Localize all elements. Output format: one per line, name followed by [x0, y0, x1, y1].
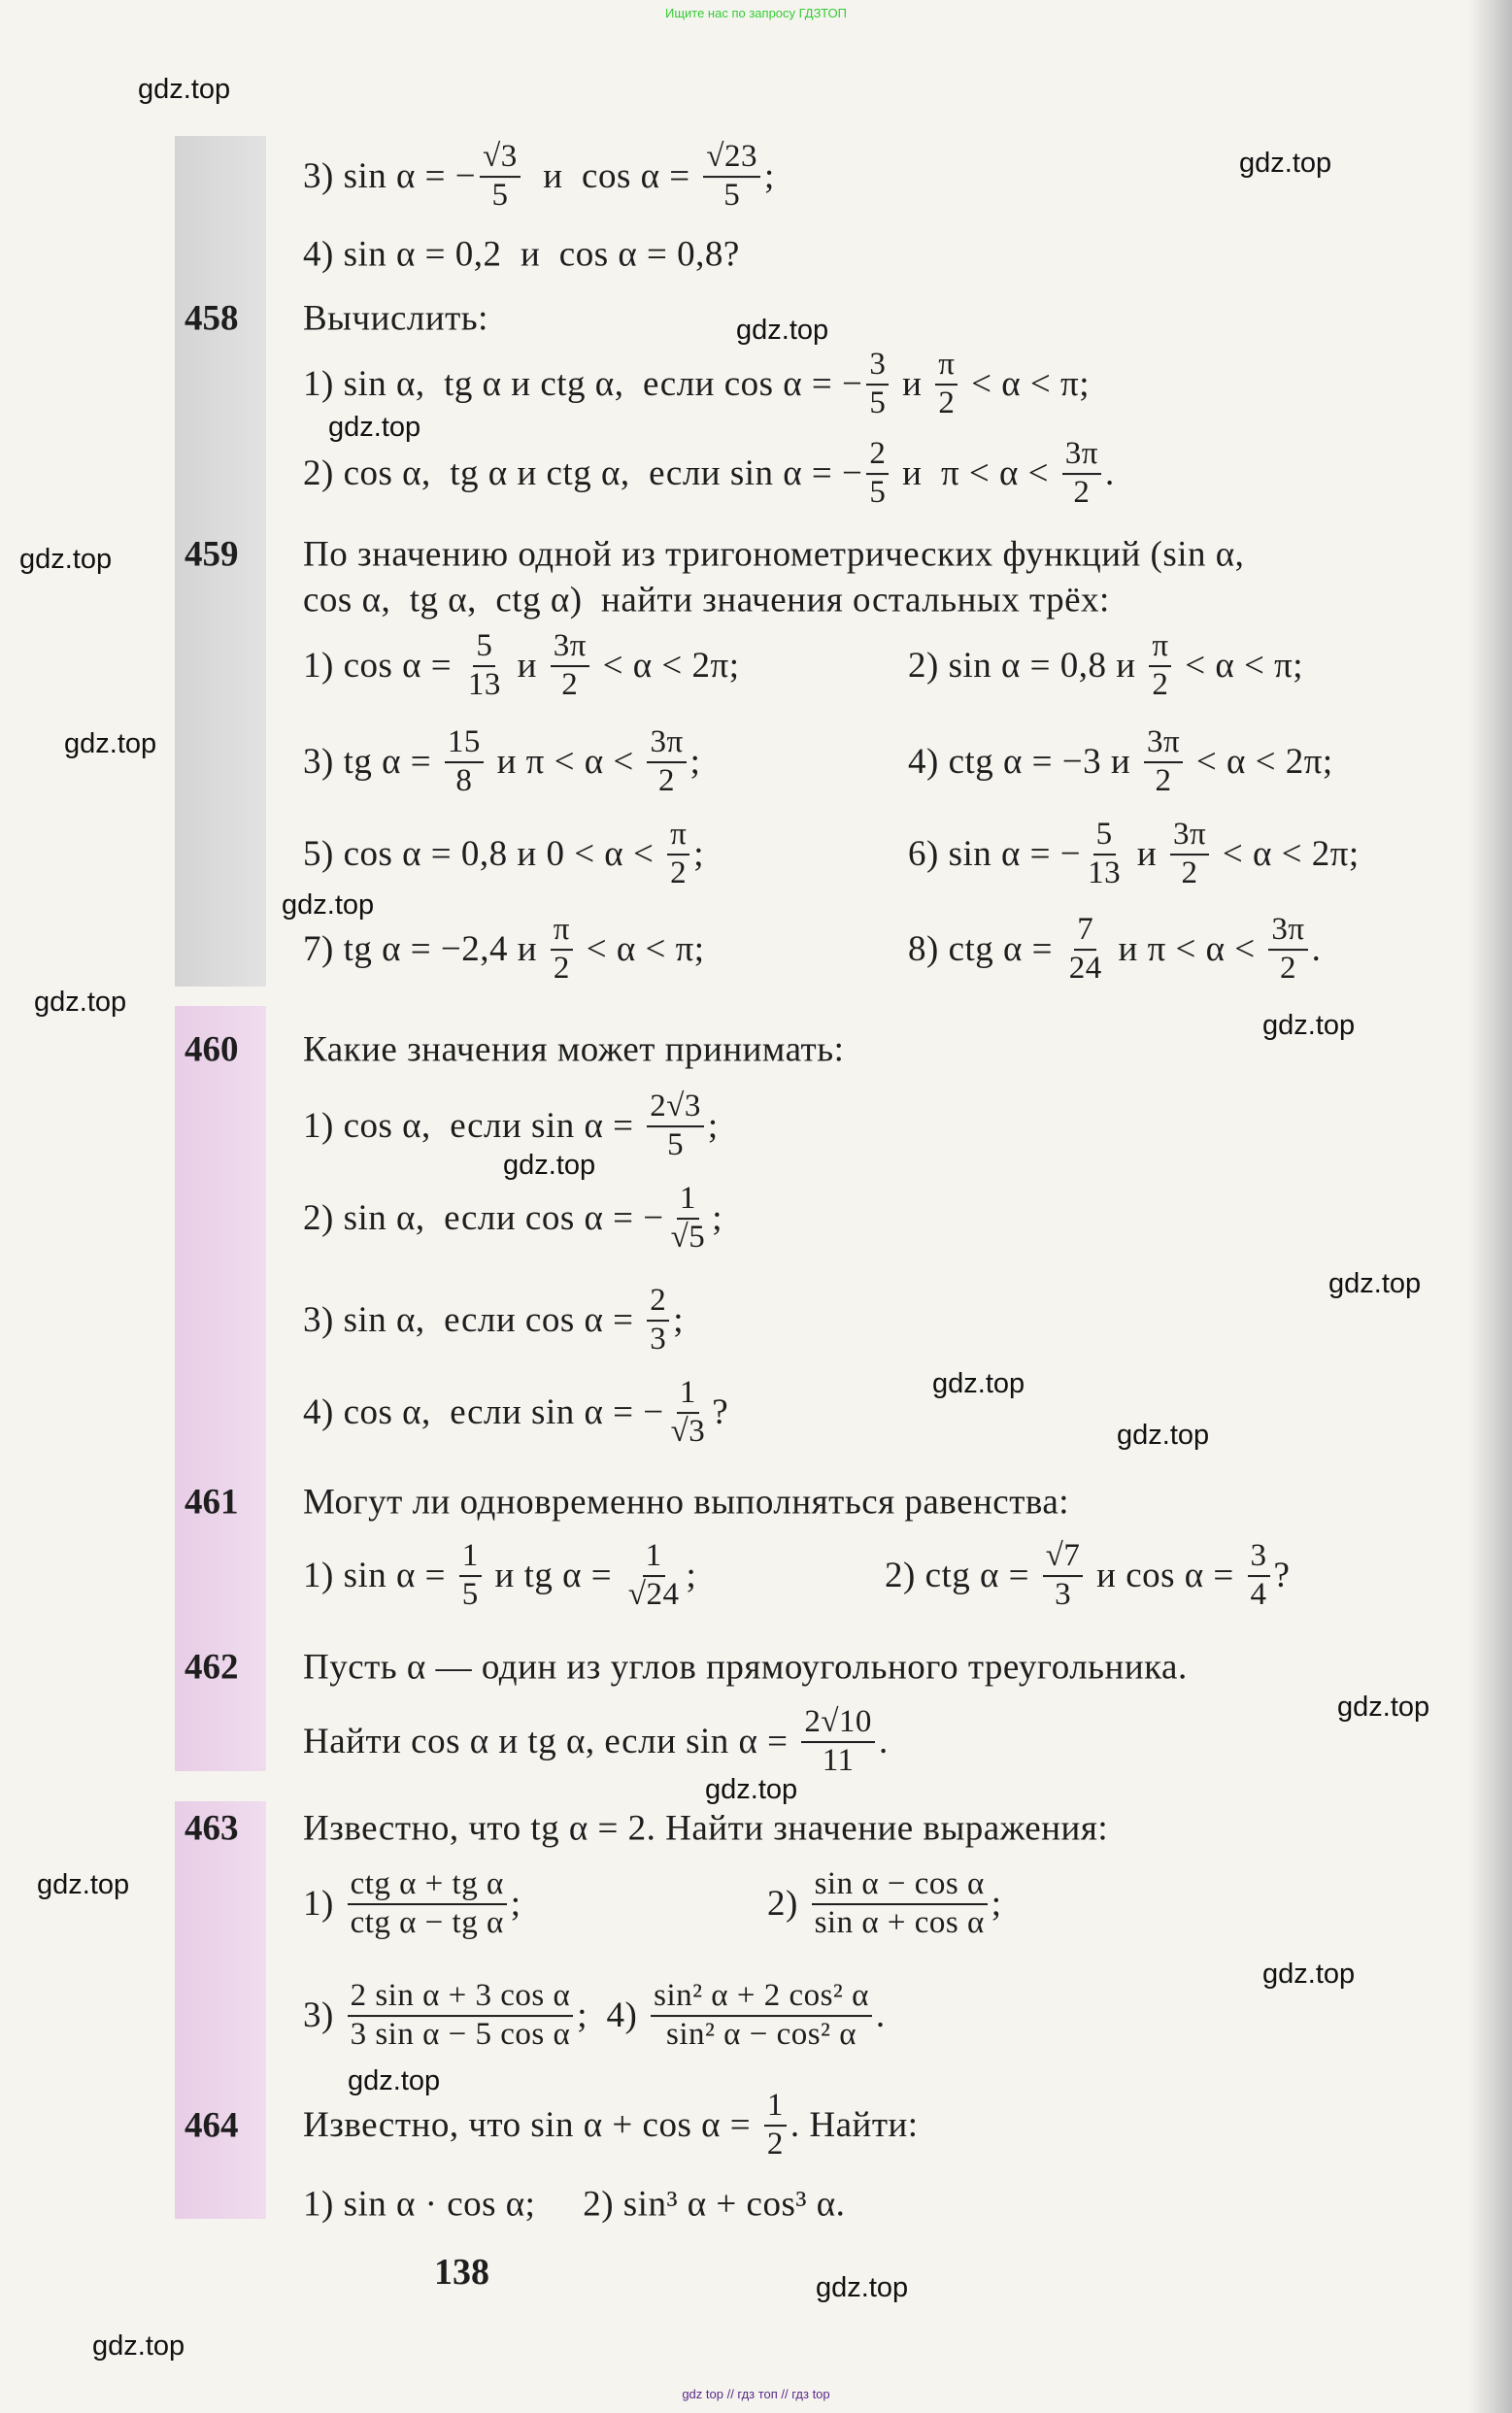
problem-statement [303, 298, 488, 340]
fraction [651, 1978, 872, 2054]
text-segment: 4) cos α, если sin α = − [303, 1392, 664, 1433]
fraction [480, 139, 521, 215]
fraction [551, 912, 573, 988]
text-segment: и [892, 364, 932, 405]
text-segment: 3) sin α, если cos α = [303, 1300, 644, 1341]
page-number: 138 [434, 2252, 489, 2293]
text-segment: 8) ctg α = [908, 929, 1062, 970]
text-segment: . [1311, 929, 1322, 970]
problem-statement [303, 1482, 1069, 1524]
watermark: gdz.top [19, 544, 113, 575]
denominator: 5 [723, 178, 741, 213]
denominator: 2 [561, 667, 579, 702]
denominator: 2 [1152, 667, 1169, 702]
numerator: 1 [677, 1375, 699, 1414]
text-segment: 1) sin α, tg α и ctg α, если cos α = − [303, 364, 863, 405]
numerator: 5 [473, 628, 495, 667]
problem-statement [303, 1704, 889, 1780]
text-segment: Вычислить: [303, 298, 488, 339]
text-segment: 1) cos α, если sin α = [303, 1106, 644, 1147]
exercise-item [908, 628, 1303, 704]
text-segment: 5) cos α = 0,8 и 0 < α < [303, 834, 664, 875]
watermark: gdz.top [1262, 1959, 1356, 1990]
text-segment: 2) [767, 1884, 808, 1925]
text-segment: Какие значения может принимать: [303, 1029, 845, 1070]
numerator: 1 [459, 1538, 482, 1577]
text-segment: ; [707, 1106, 719, 1147]
numerator: π [935, 347, 958, 385]
watermark: gdz.top [348, 2065, 441, 2096]
numerator: 5 [1093, 817, 1116, 855]
text-segment: cos α, tg α, ctg α) найти значения остальных трёх: [303, 580, 1110, 620]
text-segment: и cos α = [1087, 1556, 1244, 1596]
fraction [459, 1538, 482, 1614]
watermark: gdz.top [503, 1150, 596, 1181]
exercise-item [767, 1866, 1002, 1942]
text-segment: 3) tg α = [303, 742, 441, 783]
watermark: gdz.top [1262, 1010, 1356, 1041]
text-segment: . Найти: [790, 2105, 919, 2146]
fraction [812, 1866, 988, 1942]
fraction [866, 436, 889, 512]
fraction [647, 724, 686, 800]
text-segment: 2) sin α, если cos α = − [303, 1198, 664, 1239]
denominator: 5 [869, 475, 887, 510]
exercise-item [303, 1375, 728, 1451]
text-segment: 1) sin α · cos α; 2) sin³ α + cos³ α. [303, 2184, 846, 2225]
denominator: 2 [1073, 475, 1091, 510]
text-segment: 2) ctg α = [885, 1556, 1039, 1596]
watermark: gdz.top [138, 74, 231, 105]
text-segment: 1) cos α = [303, 646, 461, 687]
denominator: 3 [1055, 1577, 1072, 1612]
text-segment: 2) sin α = 0,8 и [908, 646, 1146, 687]
exercise-item [908, 817, 1360, 892]
text-segment: ? [712, 1392, 729, 1433]
text-segment: ; [686, 1556, 697, 1596]
denominator: 13 [1088, 855, 1122, 890]
denominator: 2 [1181, 855, 1198, 890]
text-segment: 3) [303, 1995, 344, 2036]
problem-number: 458 [185, 298, 239, 339]
problem-statement [303, 2088, 919, 2163]
exercise-item [303, 2184, 845, 2226]
fraction [1144, 724, 1183, 800]
text-segment: и cos α = [523, 156, 700, 197]
text-segment: Могут ли одновременно выполняться равенства: [303, 1482, 1070, 1523]
text-segment: < α < π; [961, 364, 1090, 405]
numerator: π [667, 817, 689, 855]
numerator: 3π [551, 628, 589, 667]
denominator: sin α + cos α [814, 1905, 985, 1940]
denominator: 5 [491, 178, 509, 213]
numerator: 3π [647, 724, 686, 763]
text-segment: 4) sin α = 0,2 и cos α = 0,8? [303, 234, 740, 275]
denominator: 2 [1155, 763, 1172, 798]
denominator: 2 [938, 385, 956, 420]
exercise-item [303, 1283, 684, 1358]
text-segment: и [507, 646, 547, 687]
text-segment: ; [673, 1300, 685, 1341]
numerator: 3 [866, 347, 889, 385]
fraction [667, 817, 689, 892]
denominator: 2 [766, 2127, 784, 2162]
problem-statement [303, 580, 1110, 621]
text-segment: ; 4) [577, 1995, 648, 2036]
fraction [647, 1283, 669, 1358]
numerator: 1 [764, 2088, 787, 2127]
fraction [866, 347, 889, 422]
problem-statement [303, 1029, 844, 1071]
numerator: 3π [1062, 436, 1101, 475]
exercise-item [303, 1538, 696, 1614]
denominator: 2 [670, 855, 688, 890]
text-segment: 4) ctg α = −3 и [908, 742, 1140, 783]
fraction [1043, 1538, 1084, 1614]
fraction [625, 1538, 683, 1614]
exercise-item [303, 1978, 886, 2054]
fraction [668, 1375, 709, 1451]
numerator: sin α − cos α [812, 1866, 988, 1905]
denominator: sin² α − cos² α [666, 2017, 857, 2052]
text-segment: < α < 2π; [1187, 742, 1333, 783]
text-segment: < α < 2π; [592, 646, 740, 687]
text-segment: и [1127, 834, 1166, 875]
problem-number: 464 [185, 2105, 239, 2146]
text-segment: По значению одной из тригонометрических функций (sin α, [303, 534, 1245, 575]
numerator: sin² α + 2 cos² α [651, 1978, 872, 2017]
text-segment: . [1104, 453, 1115, 494]
text-segment: 3) sin α = − [303, 156, 477, 197]
text-segment: . [875, 1995, 886, 2036]
exercise-item [908, 724, 1333, 800]
text-segment: и tg α = [485, 1556, 622, 1596]
text-segment: . [878, 1722, 889, 1762]
exercise-item [303, 912, 705, 988]
numerator: 1 [677, 1181, 699, 1220]
denominator: 3 [650, 1322, 667, 1357]
denominator: 13 [467, 667, 501, 702]
numerator: ctg α + tg α [348, 1866, 507, 1905]
text-segment: Пусть α — один из углов прямоугольного треугольника. [303, 1647, 1188, 1688]
watermark: gdz.top [34, 987, 127, 1018]
text-segment: 1) [303, 1884, 344, 1925]
denominator: 2 [1279, 951, 1296, 986]
pink-margin-band [175, 1801, 266, 2219]
fraction [465, 628, 504, 704]
numerator: √3 [480, 139, 521, 178]
numerator: 2√3 [647, 1089, 704, 1127]
text-segment: и π < α < [1108, 929, 1265, 970]
text-segment: < α < 2π; [1213, 834, 1360, 875]
text-segment: 2) cos α, tg α и ctg α, если sin α = − [303, 453, 863, 494]
exercise-item [885, 1538, 1290, 1614]
denominator: √24 [627, 1577, 680, 1612]
fraction [1268, 912, 1307, 988]
numerator: 7 [1074, 912, 1096, 951]
exercise-item [303, 628, 739, 704]
denominator: 11 [822, 1743, 855, 1778]
denominator: 2 [553, 951, 570, 986]
numerator: 3π [1170, 817, 1209, 855]
fraction [1170, 817, 1209, 892]
text-segment: 6) sin α = − [908, 834, 1082, 875]
watermark: gdz.top [328, 412, 421, 443]
watermark: gdz.top [932, 1368, 1025, 1399]
text-segment: < α < π; [1175, 646, 1304, 687]
fraction [551, 628, 589, 704]
problem-number: 461 [185, 1482, 239, 1523]
exercise-item [303, 1866, 521, 1942]
watermark: gdz.top [816, 2272, 909, 2303]
text-segment: и π < α < [487, 742, 644, 783]
fraction [1085, 817, 1124, 892]
text-segment: 1) sin α = [303, 1556, 455, 1596]
watermark: gdz.top [705, 1774, 798, 1805]
watermark: gdz.top [64, 728, 157, 759]
fraction [1149, 628, 1171, 704]
problem-statement [303, 1808, 1108, 1850]
exercise-item [908, 912, 1321, 988]
numerator: π [1149, 628, 1171, 667]
text-segment: ? [1273, 1556, 1291, 1596]
watermark: gdz.top [736, 315, 829, 346]
text-segment: ; [689, 742, 701, 783]
denominator: 2 [658, 763, 676, 798]
numerator: 1 [643, 1538, 665, 1577]
fraction [445, 724, 484, 800]
numerator: 2 sin α + 3 cos α [348, 1978, 574, 2017]
watermark: gdz.top [1337, 1692, 1430, 1723]
numerator: 2 [866, 436, 889, 475]
fraction [647, 1089, 704, 1164]
watermark: gdz.top [1328, 1268, 1422, 1299]
fraction [801, 1704, 875, 1780]
problem-number: 462 [185, 1647, 239, 1688]
numerator: √7 [1043, 1538, 1084, 1577]
fraction [935, 347, 958, 422]
denominator: √3 [670, 1414, 706, 1449]
text-segment: ; [693, 834, 705, 875]
fraction [348, 1978, 574, 2054]
exercise-item [303, 724, 700, 800]
fraction [668, 1181, 709, 1257]
exercise-item [303, 436, 1115, 512]
exercise-item [303, 347, 1090, 422]
watermark: gdz.top [1117, 1420, 1210, 1451]
fraction [1248, 1538, 1270, 1614]
denominator: 3 sin α − 5 cos α [350, 2017, 571, 2052]
exercise-item [303, 1181, 722, 1257]
watermark: gdz.top [92, 2330, 185, 2362]
denominator: 5 [667, 1127, 685, 1162]
text-segment: Известно, что tg α = 2. Найти значение выражения: [303, 1808, 1109, 1849]
numerator: 2 [647, 1283, 669, 1322]
numerator: √23 [703, 139, 760, 178]
denominator: 5 [461, 1577, 479, 1612]
text-segment: и π < α < [892, 453, 1058, 494]
denominator: 5 [869, 385, 887, 420]
denominator: √5 [670, 1220, 706, 1255]
watermark: gdz.top [282, 889, 375, 921]
text-segment: Известно, что sin α + cos α = [303, 2105, 760, 2146]
problem-number: 463 [185, 1808, 239, 1849]
fraction [703, 139, 760, 215]
page-edge-shadow [1468, 0, 1512, 2413]
denominator: 8 [455, 763, 473, 798]
fraction [764, 2088, 787, 2163]
numerator: 3 [1248, 1538, 1270, 1577]
exercise-item [303, 139, 775, 215]
text-segment: ; [991, 1884, 1002, 1925]
problem-number: 459 [185, 534, 239, 575]
numerator: 2√10 [801, 1704, 875, 1743]
problem-statement [303, 534, 1244, 576]
denominator: ctg α − tg α [350, 1905, 504, 1940]
text-segment: 7) tg α = −2,4 и [303, 929, 547, 970]
watermark: gdz.top [37, 1869, 130, 1900]
numerator: 15 [445, 724, 484, 763]
denominator: 24 [1068, 951, 1102, 986]
exercise-item [303, 817, 704, 892]
numerator: 3π [1144, 724, 1183, 763]
footer-links[interactable]: gdz top // гдз топ // гдз top [682, 2387, 830, 2401]
fraction [1066, 912, 1105, 988]
text-segment: Найти cos α и tg α, если sin α = [303, 1722, 798, 1762]
fraction [1062, 436, 1101, 512]
watermark: gdz.top [1239, 148, 1332, 179]
fraction [348, 1866, 507, 1942]
exercise-item [303, 234, 740, 276]
denominator: 4 [1250, 1577, 1267, 1612]
numerator: π [551, 912, 573, 951]
text-segment: < α < π; [576, 929, 705, 970]
search-hint-link[interactable]: Ищите нас по запросу ГДЗТОП [664, 6, 847, 20]
text-segment: ; [764, 156, 775, 197]
text-segment: ; [510, 1884, 521, 1925]
problem-number: 460 [185, 1029, 239, 1070]
text-segment: ; [712, 1198, 723, 1239]
numerator: 3π [1268, 912, 1307, 951]
problem-statement [303, 1647, 1188, 1689]
